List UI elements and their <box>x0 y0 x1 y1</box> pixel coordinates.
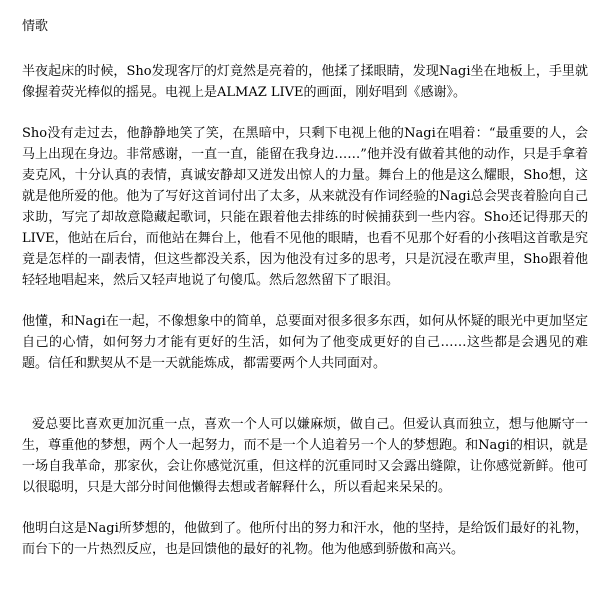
document-title: 情歌 <box>22 19 49 34</box>
paragraph-1: 半夜起床的时候，Sho发现客厅的灯竟然是亮着的，他揉了揉眼睛，发现Nagi坐在地板上，手里就像握着荧光棒似的摇晃。电视上是ALMAZ LIVE的画面，刚好唱到《感谢》。 <box>22 64 588 100</box>
paragraph-4: 爱总要比喜欢更加沉重一点，喜欢一个人可以嫌麻烦，做自己。但爱认真而独立，想与他厮守一生，尊重他的梦想，两个人一起努力，而不是一个人追着另一个人的梦想跑。和Nagi的相识，就是一场自我革命，那家伙，会让你感觉沉重，但这样的沉重同时又会露出缝隙，让你感觉新鲜。他可以很聪明，只是大部分时间他懒得去想或者解释什么，所以看起来呆呆的。 <box>22 417 588 495</box>
paragraph-5: 他明白这是Nagi所梦想的，他做到了。他所付出的努力和汗水，他的坚持，是给饭们最好的礼物，而台下的一片热烈反应，也是回馈他的最好的礼物。他为他感到骄傲和高兴。 <box>22 521 588 557</box>
paragraph-3: 他懂，和Nagi在一起，不像想象中的简单，总要面对很多很多东西，如何从怀疑的眼光中更加坚定自己的心情，如何努力才能有更好的生活，如何为了他变成更好的自己……这些都是会遇见的难题。信任和默契从不是一天就能炼成，都需要两个人共同面对。 <box>22 314 588 371</box>
paragraph-2: Sho没有走过去，他静静地笑了笑，在黑暗中，只剩下电视上他的Nagi在唱着：“最重要的人，会马上出现在身边。非常感谢，一直一直，能留在我身边……”他并没有做着其他的动作，只是手拿着麦克风，十分认真的表情，真诚安静却又迸发出惊人的力量。舞台上的他是这么耀眼，Sho想，这就是他所爱的他。他为了写好这首词付出了太多，从来就没有作词经验的Nagi总会哭丧着脸向自己求助，写完了却故意隐藏起歌词，只能在跟着他去排练的时候捕获到一些内容。Sho还记得那天的LIVE，他站在后台，而他站在舞台上，他看不见他的眼睛，也看不见那个好看的小孩唱这首歌是究竟是怎样的一副表情，但这些都没关系，因为他没有过多的思考，只是沉浸在歌声里，Sho跟着他轻轻地唱起来，然后又轻声地说了句傻瓜。然后忽然留下了眼泪。 <box>22 126 588 288</box>
document-body <box>22 16 588 580</box>
